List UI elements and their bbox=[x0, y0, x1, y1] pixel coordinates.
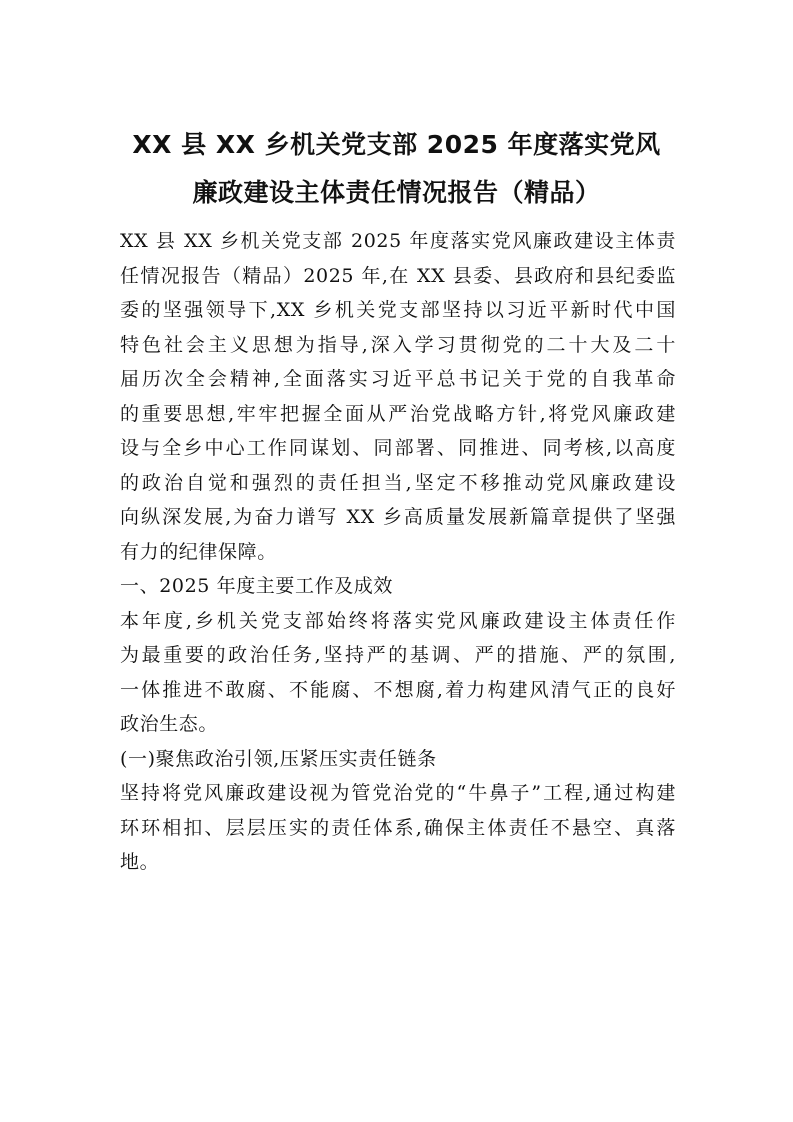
text-line: 委的坚强领导下,XX 乡机关党支部坚持以习近平新时代中国 bbox=[120, 299, 676, 321]
intro-paragraph bbox=[120, 224, 676, 569]
text-line: 环环相扣、层层压实的责任体系,确保主体责任不悬空、真落 bbox=[120, 816, 676, 839]
text-line: 特色社会主义思想为指导,深入学习贯彻党的二十大及二十 bbox=[120, 333, 676, 356]
section-paragraph bbox=[120, 604, 676, 742]
text-line: 为最重要的政治任务,坚持严的基调、严的措施、严的氛围, bbox=[120, 644, 676, 666]
text-line: 任情况报告（精品）2025 年,在 XX 县委、县政府和县纪委监 bbox=[120, 264, 676, 287]
text-line: XX 县 XX 乡机关党支部 2025 年度落实党风廉政建设主体责 bbox=[120, 230, 676, 252]
document-title bbox=[120, 121, 673, 217]
text-line: 的重要思想,牢牢把握全面从严治党战略方针,将党风廉政建 bbox=[120, 402, 676, 425]
subsection-heading bbox=[120, 742, 676, 777]
title-line: 廉政建设主体责任情况报告（精品） bbox=[192, 178, 601, 207]
document-body bbox=[120, 224, 676, 880]
text-line: 一体推进不敢腐、不能腐、不想腐,着力构建风清气正的良好 bbox=[120, 678, 676, 701]
text-line: 一、2025 年度主要工作及成效 bbox=[120, 575, 393, 597]
text-line: (一)聚焦政治引领,压紧压实责任链条 bbox=[120, 747, 437, 770]
text-line: 有力的纪律保障。 bbox=[120, 540, 277, 563]
text-line: 届历次全会精神,全面落实习近平总书记关于党的自我革命 bbox=[120, 368, 676, 390]
text-line: 向纵深发展,为奋力谱写 XX 乡高质量发展新篇章提供了坚强 bbox=[120, 506, 676, 528]
text-line: 地。 bbox=[120, 851, 160, 873]
subsection-paragraph bbox=[120, 776, 676, 880]
section-heading bbox=[120, 569, 676, 604]
text-line: 政治生态。 bbox=[120, 713, 219, 735]
text-line: 坚持将党风廉政建设视为管党治党的“牛鼻子”工程,通过构建 bbox=[120, 782, 676, 804]
title-line: XX 县 XX 乡机关党支部 2025 年度落实党风 bbox=[132, 130, 661, 159]
text-line: 的政治自觉和强烈的责任担当,坚定不移推动党风廉政建设 bbox=[120, 471, 676, 494]
text-line: 本年度,乡机关党支部始终将落实党风廉政建设主体责任作 bbox=[120, 609, 676, 632]
text-line: 设与全乡中心工作同谋划、同部署、同推进、同考核,以高度 bbox=[120, 437, 676, 459]
